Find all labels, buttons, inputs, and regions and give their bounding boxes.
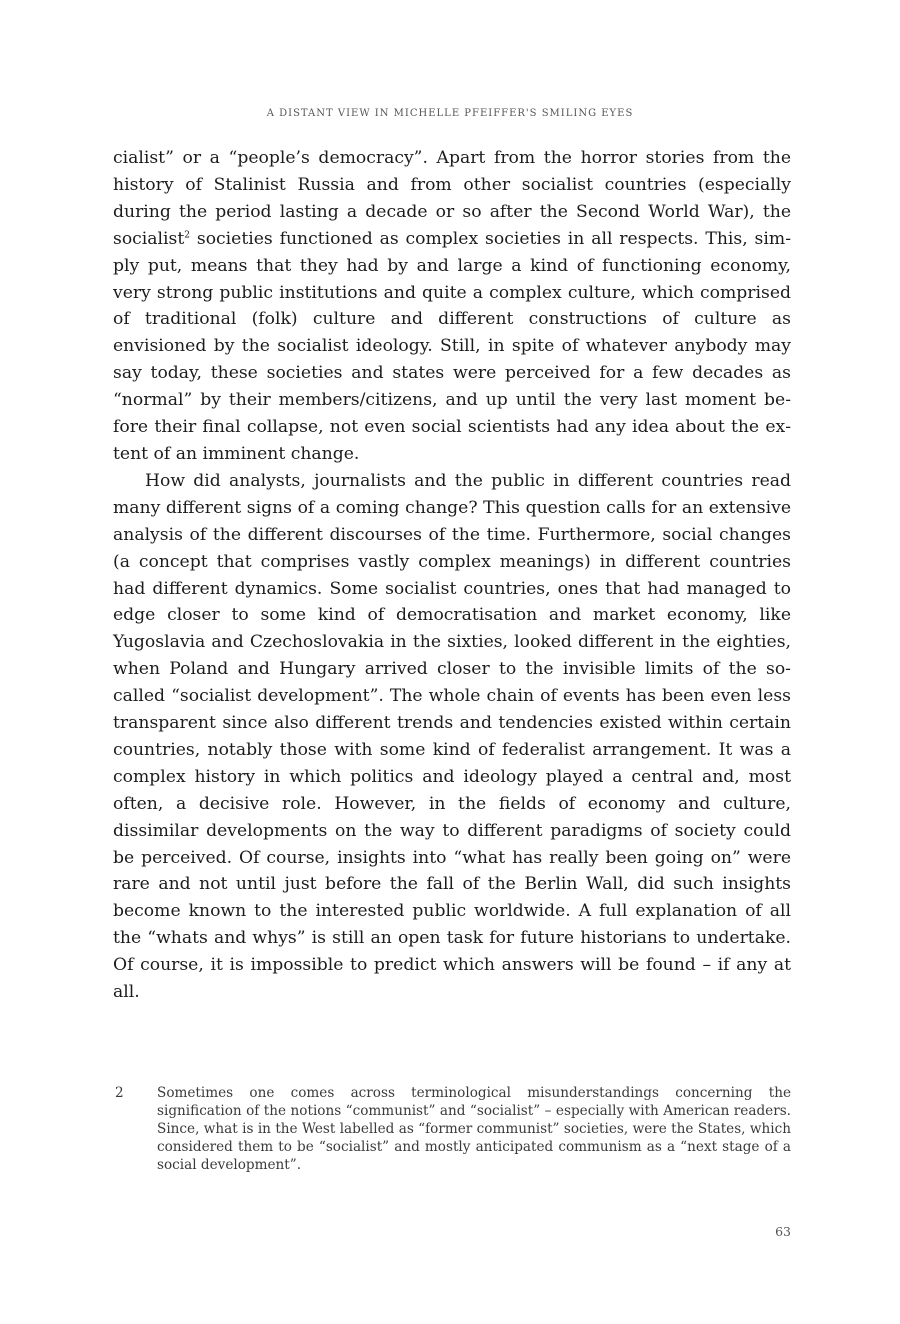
paragraph-2: How did analysts, journalists and the public in different countries read many different signs of a coming change? This question calls for an extensive analysis of the different discourses of the time. Furthermore, social changes (a concept that comprises vastly complex meanings) in different countries had different dynamics. Some socialist countries, ones that had managed to edge closer to some kind of democratisation and market economy, like Yugoslavia and Czechoslovakia in the sixties, looked different in the eighties, when Poland and Hungary arrived closer to the invisible limits of the so-called “socialist development”. The whole chain of events has been even less transparent since also different trends and tendencies existed within certain countries, notably those with some kind of federalist arrangement. It was a complex history in which politics and ideology played a central and, most often, a decisive role. However, in the fields of economy and culture, dissimilar developments on the way to different paradigms of society could be perceived. Of course, insights into “what has really been going on” were rare and not until just before the fall of the Berlin Wall, did such insights become known to the interested public worldwide. A full explanation of all the “whats and whys” is still an open task for future historians to undertake. Of course, it is impossible to predict which answers will be found – if any at all. (113, 470, 791, 1003)
footnote (113, 1084, 791, 1174)
main-text (113, 145, 791, 1006)
footnote-text: Sometimes one comes across terminological misunderstandings concerning the signification of the notions “communist” and “socialist” – especially with American readers. Since, what is in the West labelled as “former communist” societies, were the States, which considered them to be “socialist” and mostly anticipated communism as a “next stage of a social development”. (157, 1085, 791, 1173)
paragraph-1-text-a: cialist” or a “people’s democracy”. Apart from the horror stories from the history of Stalinist Russia and from other socialist countries (especially during the period lasting a decade or so after the Second World War), the socialist (113, 148, 791, 249)
footnote-reference[interactable]: 2 (184, 229, 190, 240)
paragraph-1-text-b: societies functioned as complex societies in all respects. This, simply put, means that they had by and large a kind of functioning economy, very strong public institutions and quite a complex culture, which comprised of traditional (folk) culture and different constructions of culture as envisioned by the socialist ideology. Still, in spite of whatever anybody may say today, these societies and states were perceived for a few decades as “normal” by their members/citizens, and up until the very last moment before their final collapse, not even social scientists had any idea about the extent of an imminent change. (113, 228, 791, 464)
page-number: 63 (775, 1224, 791, 1239)
footnote-number: 2 (115, 1085, 124, 1101)
paragraph-1 (113, 145, 791, 468)
running-head: A DISTANT VIEW IN MICHELLE PFEIFFER'S SMILING EYES (266, 108, 634, 119)
